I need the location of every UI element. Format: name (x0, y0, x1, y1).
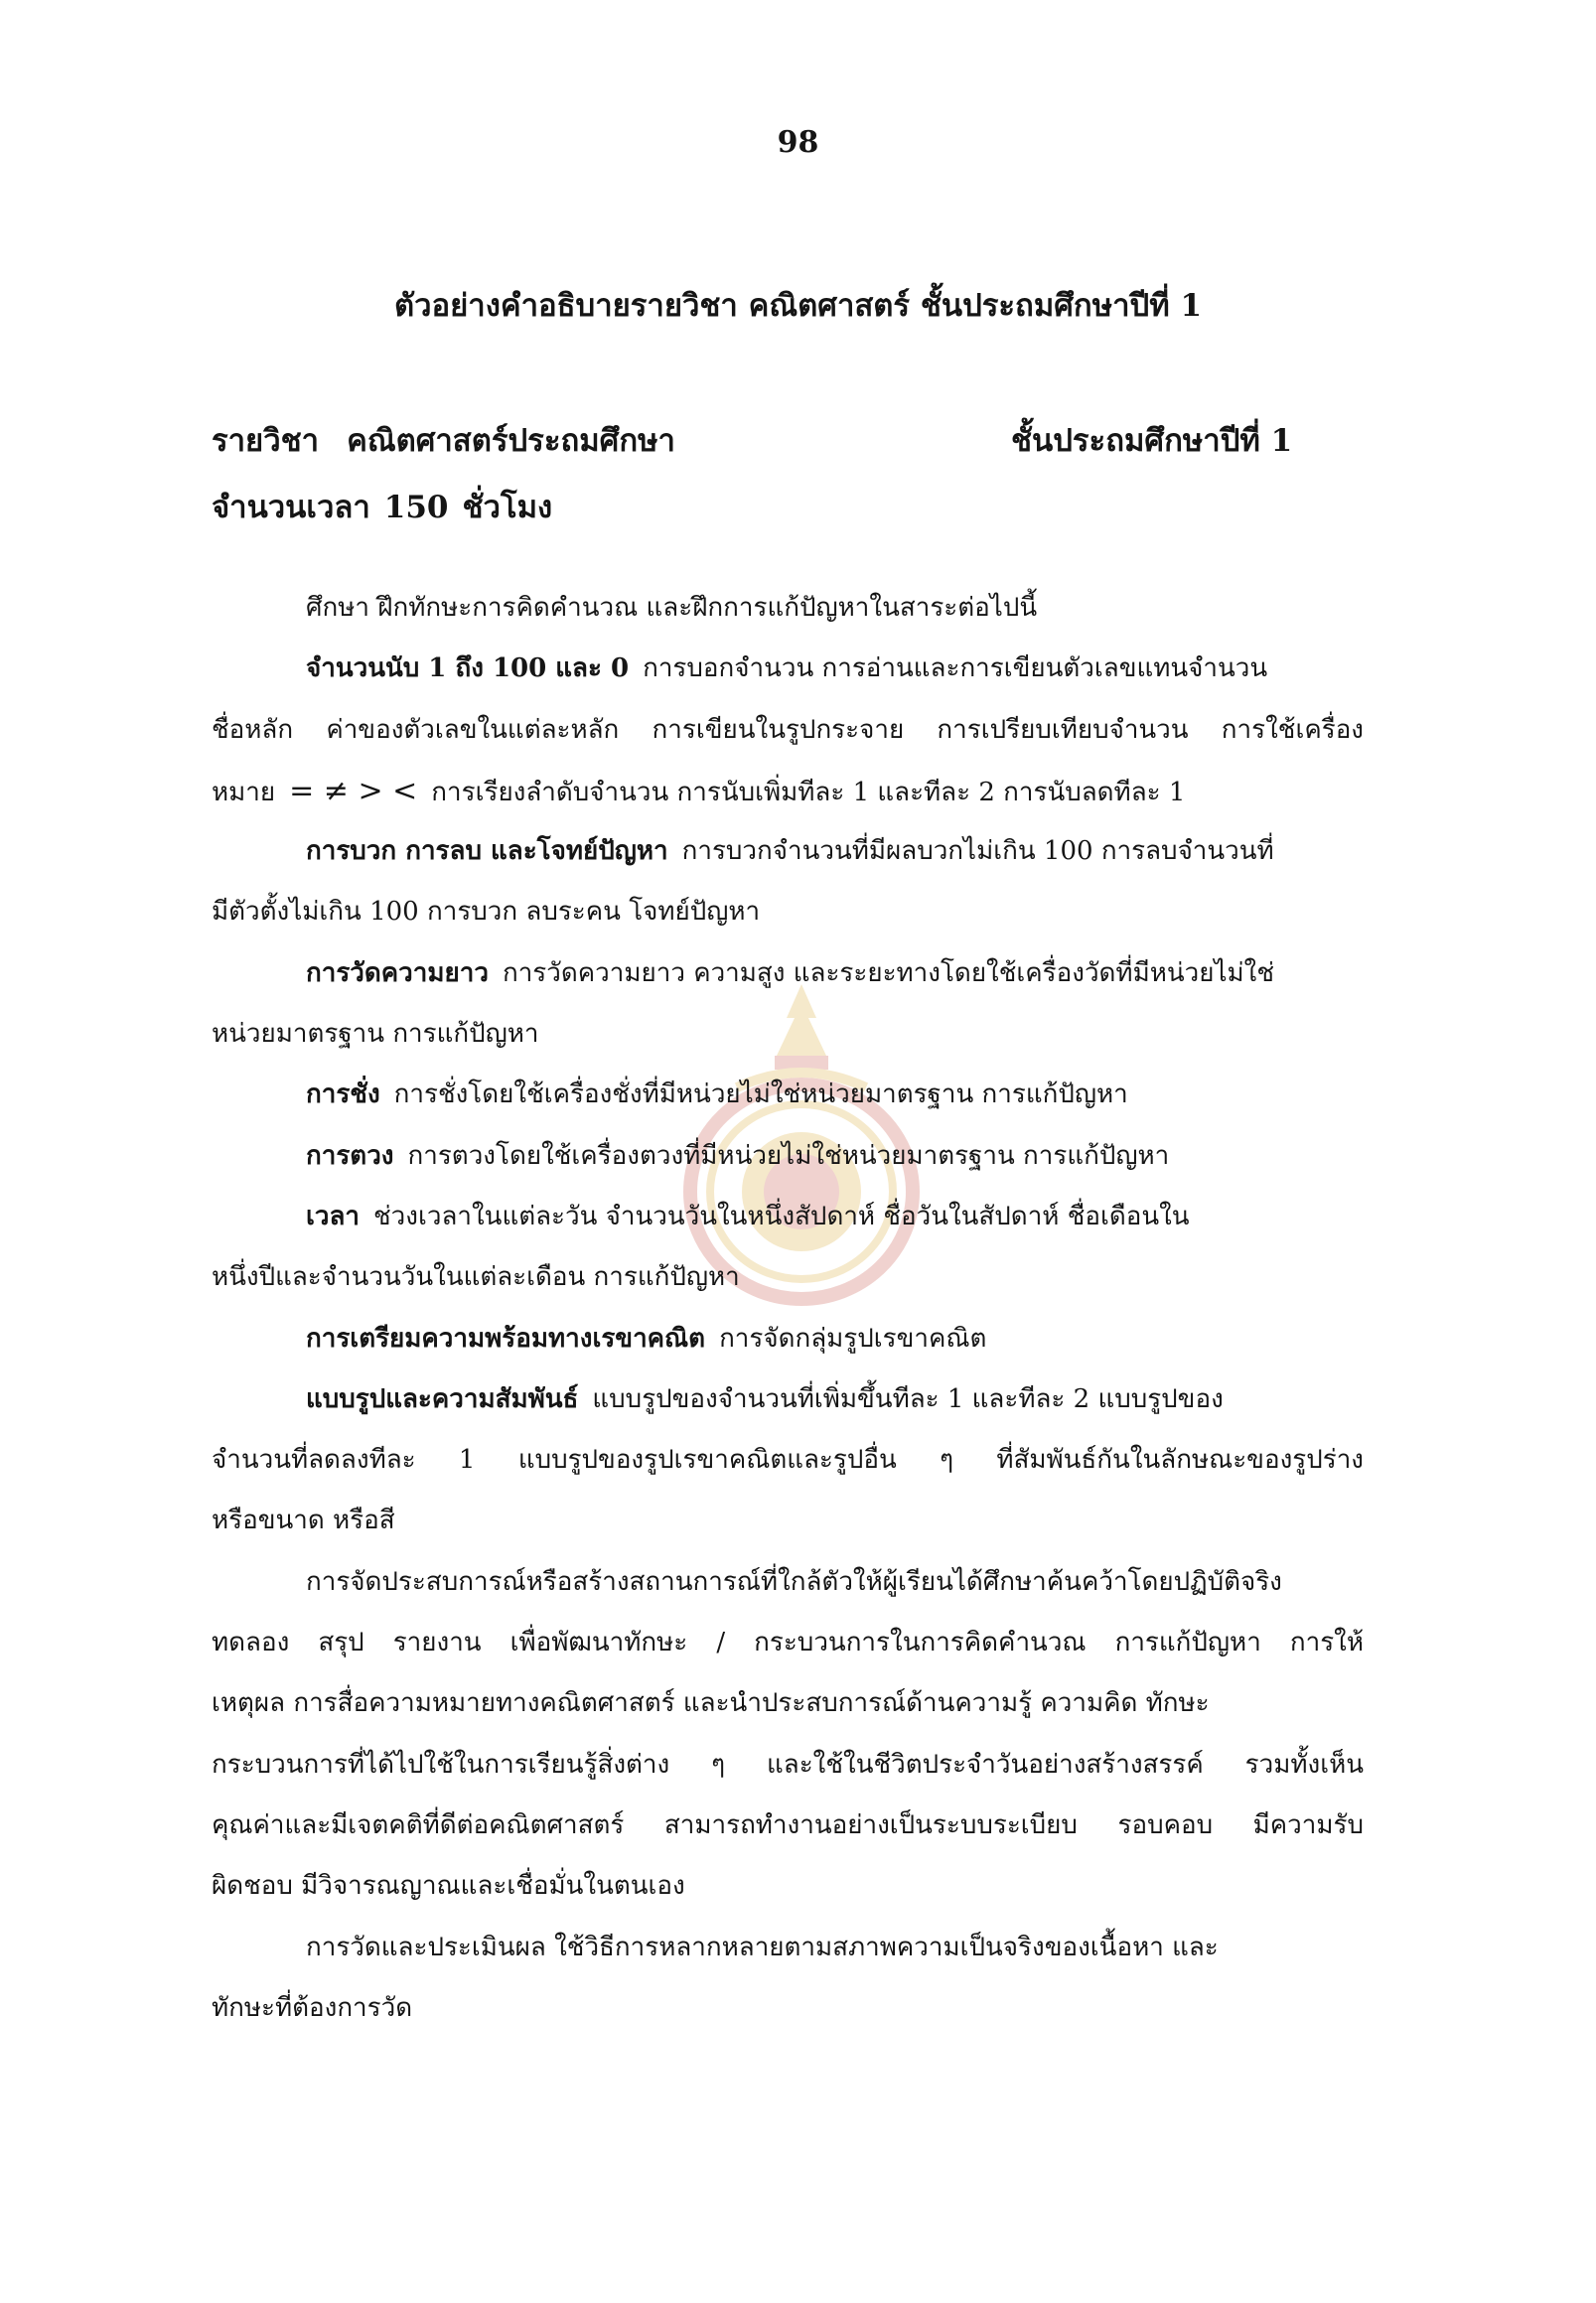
subject-name: คณิตศาสตร์ประถมศึกษา (347, 423, 675, 459)
numbers-heading: จำนวนนับ 1 ถึง 100 และ 0 (306, 653, 630, 684)
length-heading: การวัดความยาว (306, 957, 489, 988)
course-description-body (212, 578, 1364, 2039)
learning-line-4: กระบวนการที่ได้ไปใช้ในการเรียนรู้สิ่งต่าง ๆ และใช้ในชีวิตประจำวันอย่างสร้างสรรค์ รวมทั้งเห็น (212, 1749, 1364, 1780)
evaluation-line-1: การวัดและประเมินผล ใช้วิธีการหลากหลายตามสภาพความเป็นจริงของเนื้อหา และ (306, 1932, 1219, 1962)
time-line-2: หนึ่งปีและจำนวนวันในแต่ละเดือน การแก้ปัญหา (212, 1262, 740, 1293)
learning-line-6: ผิดชอบ มีวิจารณญาณและเชื่อมั่นในตนเอง (212, 1871, 685, 1902)
patterns-heading: แบบรูปและความสัมพันธ์ (306, 1383, 579, 1414)
patterns-line-1: แบบรูปและความสัมพันธ์ แบบรูปของจำนวนที่เพิ่มขึ้นทีละ 1 และทีละ 2 แบบรูปของ (306, 1383, 1224, 1414)
grade-level: ชั้นประถมศึกษาปีที่ 1 (1011, 423, 1293, 459)
intro-paragraph: ศึกษา ฝึกทักษะการคิดคำนวณ และฝึกการแก้ปัญหาในสาระต่อไปนี้ (306, 593, 1038, 623)
subject-label: รายวิชา (212, 423, 320, 459)
subject-line (212, 415, 675, 465)
patterns-line-3: หรือขนาด หรือสี (212, 1506, 395, 1536)
length-line-2: หน่วยมาตรฐาน การแก้ปัญหา (212, 1019, 539, 1050)
learning-line-5: คุณค่าและมีเจตคติที่ดีต่อคณิตศาสตร์ สามารถทำงานอย่างเป็นระบบระเบียบ รอบคอบ มีความรับ (212, 1809, 1364, 1840)
length-line-1: การวัดความยาว การวัดความยาว ความสูง และระยะทางโดยใช้เครื่องวัดที่มีหน่วยไม่ใช่ (306, 957, 1275, 988)
numbers-line-3: หมาย = ≠ > < การเรียงลำดับจำนวน การนับเพิ่มทีละ 1 และทีละ 2 การนับลดทีละ 1 (212, 773, 1186, 808)
hours-unit: ชั่วโมง (462, 490, 553, 525)
geometry-line: การเตรียมความพร้อมทางเรขาคณิต การจัดกลุ่มรูปเรขาคณิต (306, 1323, 987, 1354)
patterns-line-2: จำนวนที่ลดลงทีละ 1 แบบรูปของรูปเรขาคณิตและรูปอื่น ๆ ที่สัมพันธ์กันในลักษณะของรูปร่าง (212, 1445, 1364, 1476)
numbers-line-1: จำนวนนับ 1 ถึง 100 และ 0 การบอกจำนวน การอ่านและการเขียนตัวเลขแทนจำนวน (306, 653, 1268, 684)
addition-line-1: การบวก การลบ และโจทย์ปัญหา การบวกจำนวนที่มีผลบวกไม่เกิน 100 การลบจำนวนที่ (306, 836, 1274, 867)
learning-line-1: การจัดประสบการณ์หรือสร้างสถานการณ์ที่ใกล้ตัวให้ผู้เรียนได้ศึกษาค้นคว้าโดยปฏิบัติจริง (306, 1566, 1282, 1597)
addition-heading: การบวก การลบ และโจทย์ปัญหา (306, 836, 668, 867)
time-heading: เวลา (306, 1201, 361, 1231)
document-title: ตัวอย่างคำอธิบายรายวิชา คณิตศาสตร์ ชั้นประถมศึกษาปีที่ 1 (393, 288, 1203, 324)
learning-line-2: ทดลอง สรุป รายงาน เพื่อพัฒนาทักษะ / กระบวนการในการคิดคำนวณ การแก้ปัญหา การให้ (212, 1628, 1364, 1658)
weighing-line: การชั่ง การชั่งโดยใช้เครื่องชั่งที่มีหน่วยไม่ใช่หน่วยมาตรฐาน การแก้ปัญหา (306, 1080, 1128, 1110)
hours-value: 150 (383, 490, 449, 525)
hours-line (212, 482, 552, 531)
measuring-heading: การตวง (306, 1140, 394, 1171)
time-line-1: เวลา ช่วงเวลาในแต่ละวัน จำนวนวันในหนึ่งสัปดาห์ ชื่อวันในสัปดาห์ ชื่อเดือนใน (306, 1201, 1190, 1231)
page-number: 98 (777, 125, 819, 160)
weighing-heading: การชั่ง (306, 1080, 380, 1110)
addition-line-2: มีตัวตั้งไม่เกิน 100 การบวก ลบระคน โจทย์ปัญหา (212, 897, 761, 928)
measuring-line: การตวง การตวงโดยใช้เครื่องตวงที่มีหน่วยไม่ใช่หน่วยมาตรฐาน การแก้ปัญหา (306, 1140, 1170, 1171)
evaluation-line-2: ทักษะที่ต้องการวัด (212, 1992, 413, 2023)
comparison-symbols: = ≠ > < (289, 773, 418, 808)
numbers-line-2: ชื่อหลัก ค่าของตัวเลขในแต่ละหลัก การเขียนในรูปกระจาย การเปรียบเทียบจำนวน การใช้เครื่อง (212, 714, 1364, 745)
hours-label: จำนวนเวลา (212, 490, 370, 525)
geometry-heading: การเตรียมความพร้อมทางเรขาคณิต (306, 1323, 706, 1354)
learning-line-3: เหตุผล การสื่อความหมายทางคณิตศาสตร์ และนำประสบการณ์ด้านความรู้ ความคิด ทักษะ (212, 1688, 1210, 1719)
